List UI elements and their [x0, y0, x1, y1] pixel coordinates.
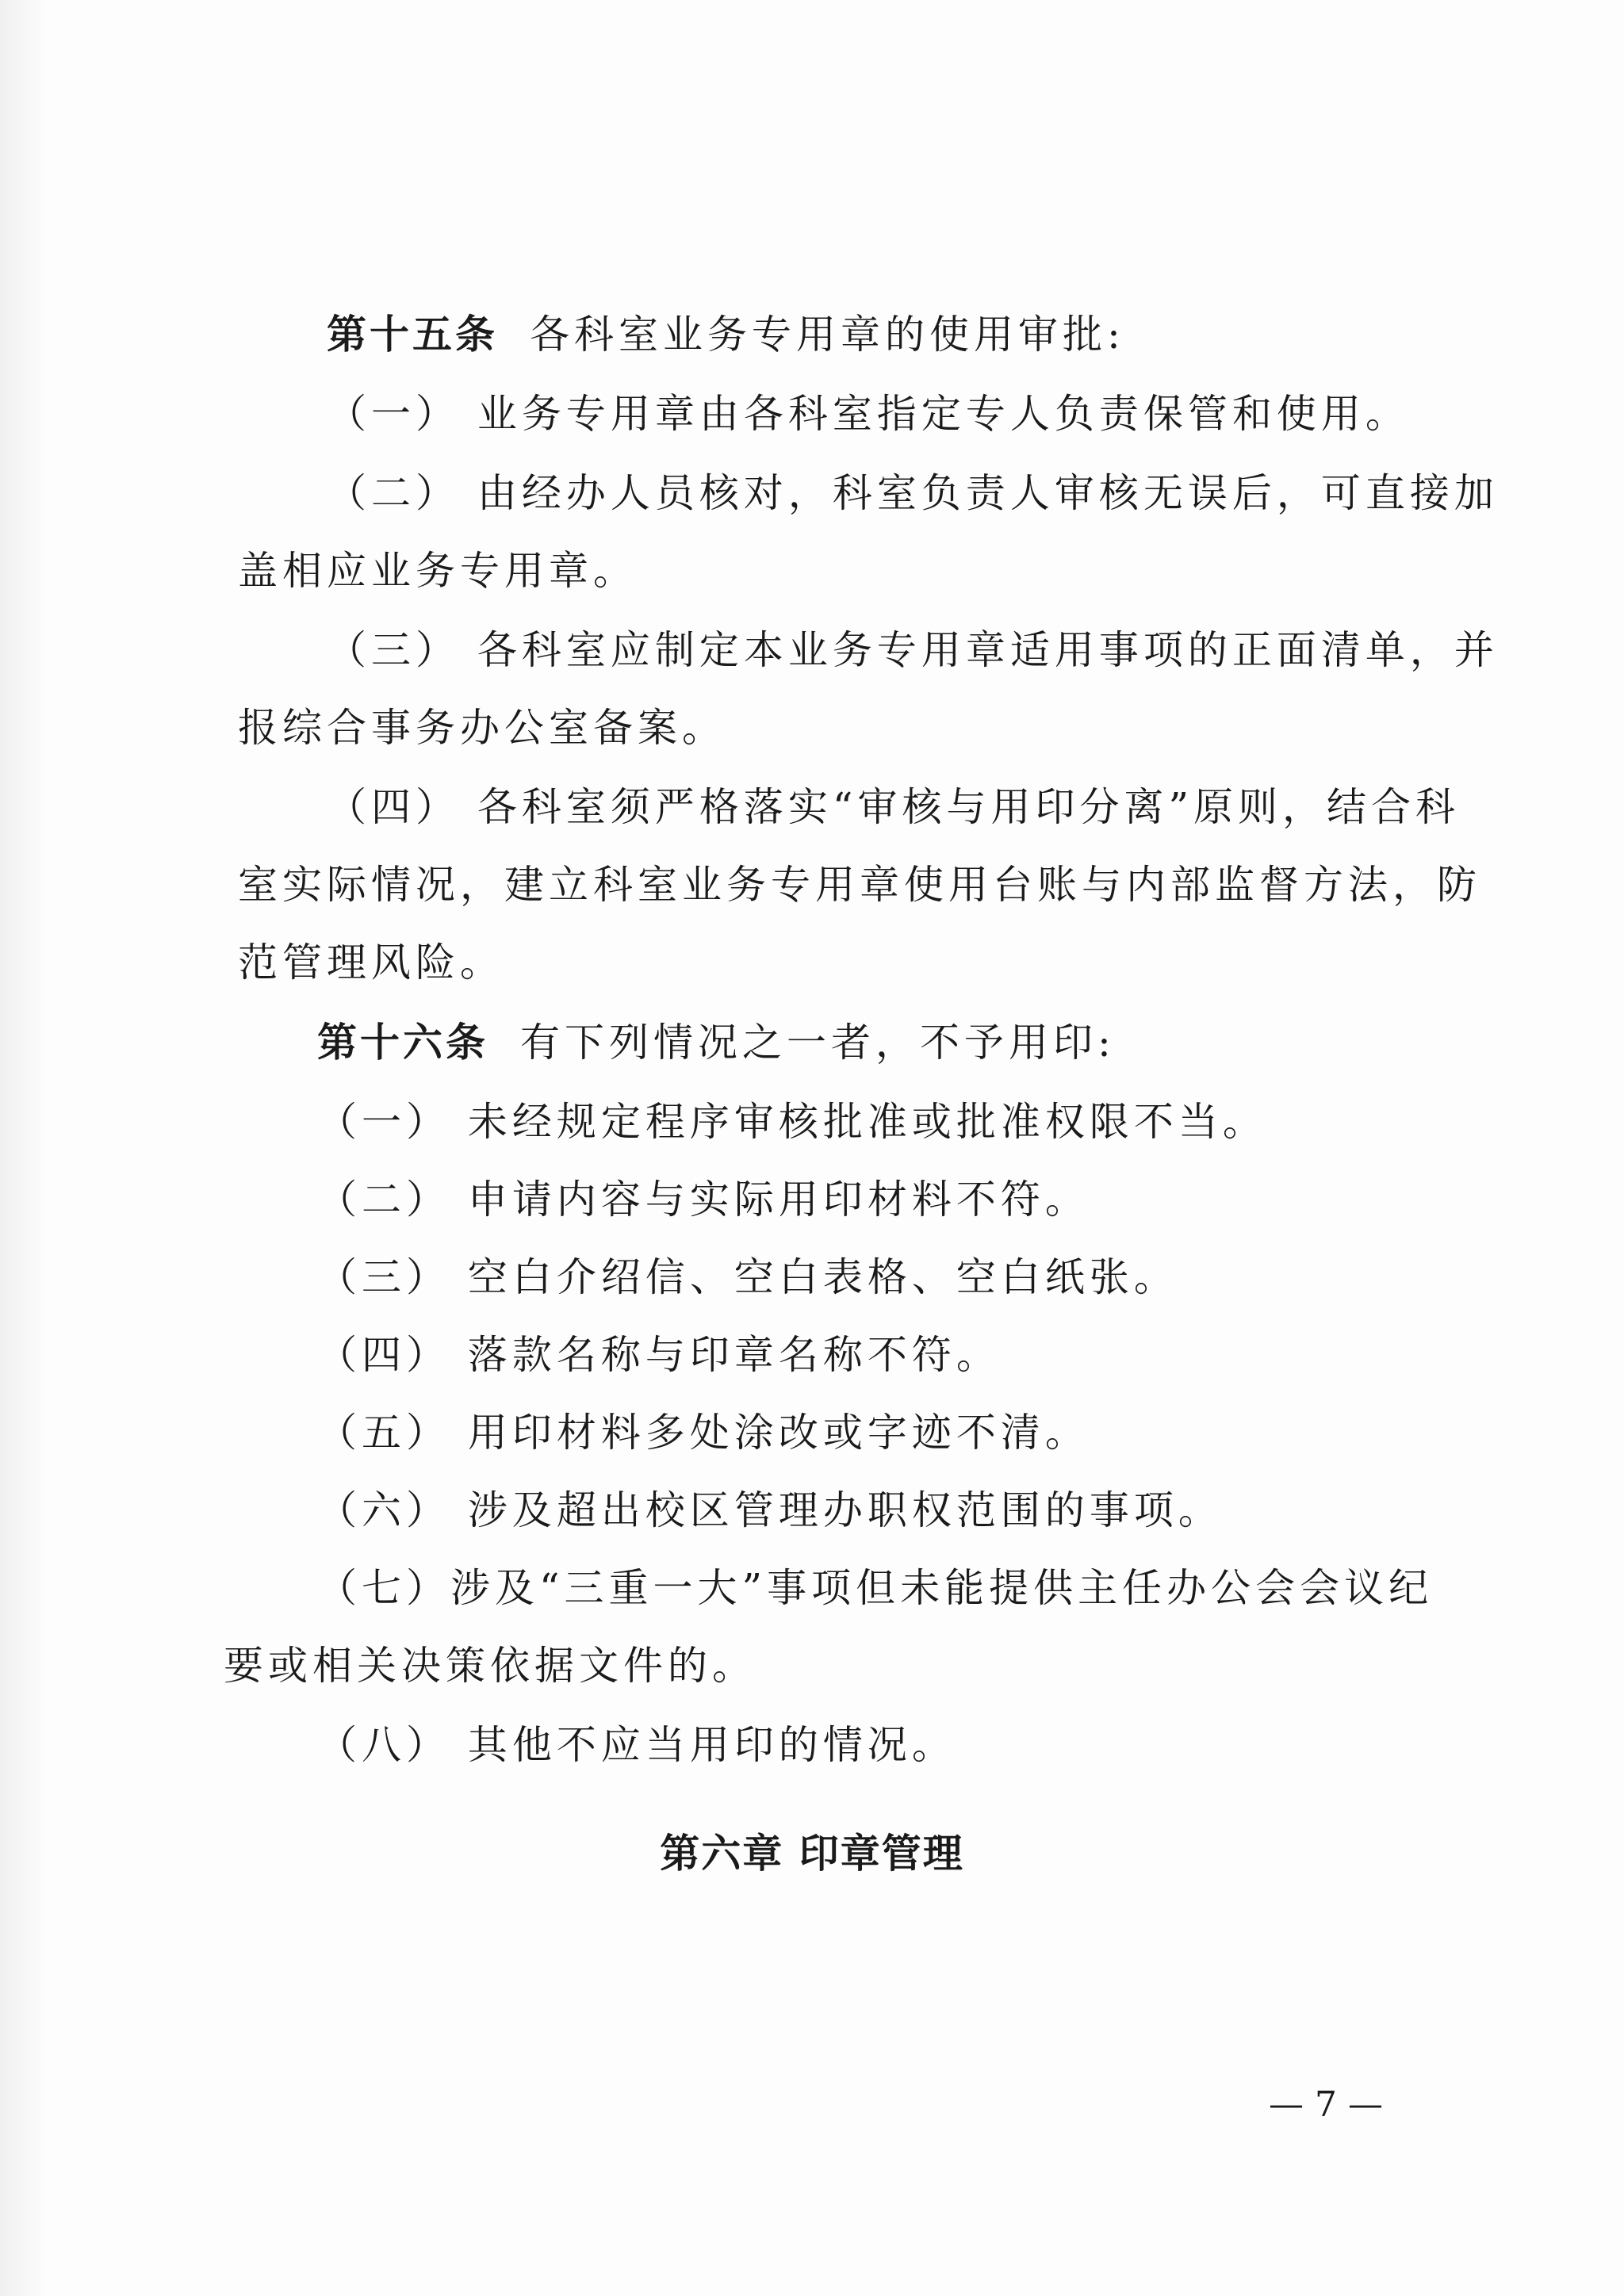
article-15-item-1: （一） 业务专用章由各科室指定专人负责保管和使用。 — [327, 391, 1410, 437]
article-16-item-7-cont: 要或相关决策依据文件的。 — [224, 1643, 756, 1689]
scan-edge-shadow — [0, 0, 48, 2296]
article-15-item-4: （四） 各科室须严格落实“审核与用印分离”原则，结合科 — [327, 784, 1461, 830]
article-16-item-3: （三） 空白介绍信、空白表格、空白纸张。 — [317, 1254, 1178, 1300]
article-15-text: 各科室业务专用章的使用审批: — [530, 312, 1125, 358]
article-15-item-2-cont: 盖相应业务专用章。 — [238, 548, 638, 594]
article-15-item-3-cont: 报综合事务办公室备案。 — [238, 705, 726, 751]
article-15-item-4-cont-1: 室实际情况，建立科室业务专用章使用台账与内部监督方法，防 — [238, 862, 1481, 908]
article-16-item-5: （五） 用印材料多处涂改或字迹不清。 — [317, 1410, 1090, 1456]
article-16-item-6: （六） 涉及超出校区管理办职权范围的事项。 — [317, 1487, 1223, 1533]
article-16-item-8: （八） 其他不应当用印的情况。 — [317, 1722, 956, 1768]
article-15-line — [327, 311, 1125, 358]
article-16-text: 有下列情况之一者，不予用印: — [520, 1020, 1116, 1066]
article-16-item-1: （一） 未经规定程序审核批准或批准权限不当。 — [317, 1099, 1267, 1145]
article-16-item-2: （二） 申请内容与实际用印材料不符。 — [317, 1177, 1090, 1223]
article-15-heading: 第十五条 — [327, 311, 498, 358]
article-15-item-2: （二） 由经办人员核对，科室负责人审核无误后，可直接加 — [327, 470, 1499, 516]
page-number: — 7 — — [1269, 2084, 1383, 2125]
article-16-line — [317, 1019, 1116, 1066]
article-15-item-3: （三） 各科室应制定本业务专用章适用事项的正面清单，并 — [327, 627, 1499, 673]
chapter-heading: 第六章 印章管理 — [660, 1831, 964, 1877]
article-16-item-7: （七）涉及“三重一大”事项但未能提供主任办公会会议纪 — [317, 1565, 1434, 1611]
article-16-heading: 第十六条 — [317, 1019, 488, 1066]
article-15-item-4-cont-2: 范管理风险。 — [238, 939, 504, 985]
article-16-item-4: （四） 落款名称与印章名称不符。 — [317, 1332, 1001, 1378]
